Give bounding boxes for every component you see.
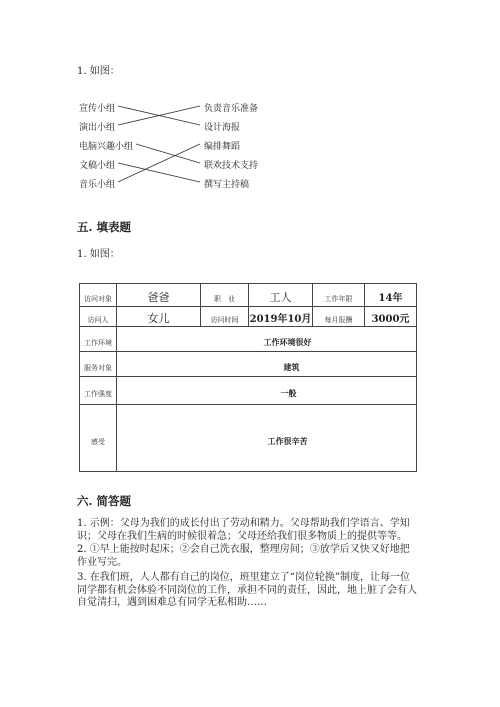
match-right-item: 编排舞蹈 [204, 142, 241, 152]
section-5-title: 五. 填表题 [77, 220, 132, 234]
form-value-cell: 爸爸 [117, 284, 201, 307]
match-right-item: 撰写主持稿 [204, 180, 250, 190]
interview-form-table [79, 283, 417, 472]
form-answer-cell: 工作环境很好 [117, 327, 417, 352]
form-label-cell: 感受 [80, 405, 117, 472]
match-right-item: 负责音乐准备 [204, 104, 259, 114]
form-label-cell: 访问人 [80, 307, 117, 327]
answer-paragraph: 3. 在我们班，人人都有自己的岗位，班里建立了“岗位轮换”制度，让每一位同学都有机会体验不同岗位的工作，承担不同的责任，因此，地上脏了会有人自觉清扫，遇到困难总有同学无私相助…… [77, 572, 417, 608]
form-label-cell: 工作环境 [80, 327, 117, 352]
form-value-cell: 2019年10月 [249, 307, 313, 327]
form-label-cell: 服务对象 [80, 352, 117, 377]
form-value-cell: 工人 [249, 284, 313, 307]
match-right-item: 联欢技术支持 [204, 161, 259, 171]
match-line [118, 144, 200, 182]
question-5-1-label: 1. 如图： [77, 249, 120, 260]
form-answer-cell: 一般 [117, 377, 417, 405]
form-label-cell: 职 业 [201, 284, 249, 307]
form-label-cell: 访问对象 [80, 284, 117, 307]
form-value-cell: 14年 [365, 284, 417, 307]
match-line [118, 163, 200, 182]
form-label-cell: 每月报酬 [313, 307, 365, 327]
match-line [136, 144, 200, 163]
form-label-cell: 工作年限 [313, 284, 365, 307]
match-left-item: 演出小组 [79, 123, 116, 133]
form-label-cell: 访问时间 [201, 307, 249, 327]
section-6-title: 六. 简答题 [77, 494, 132, 508]
match-left-item: 宣传小组 [79, 104, 116, 114]
match-left-item: 电脑兴趣小组 [79, 142, 134, 152]
form-label-cell: 工作强度 [80, 377, 117, 405]
form-value-cell: 3000元 [365, 307, 417, 327]
match-left-item: 文稿小组 [79, 161, 116, 171]
form-answer-cell: 工作很辛苦 [117, 405, 417, 472]
form-value-cell: 女儿 [117, 307, 201, 327]
question-1-label: 1. 如图： [77, 66, 120, 77]
match-right-item: 设计海报 [204, 123, 241, 133]
form-answer-cell: 建筑 [117, 352, 417, 377]
answer-paragraph: 2. ①早上能按时起床；②会自己洗衣服，整理房间；③放学后又快又好地把作业写完。 [77, 544, 410, 568]
answer-paragraph: 1. 示例：父母为我们的成长付出了劳动和精力。父母帮助我们学语言、学知识；父母在我们生病的时候很着急；父母还给我们很多物质上的提供等等。 [77, 518, 410, 542]
match-left-item: 音乐小组 [79, 180, 116, 190]
